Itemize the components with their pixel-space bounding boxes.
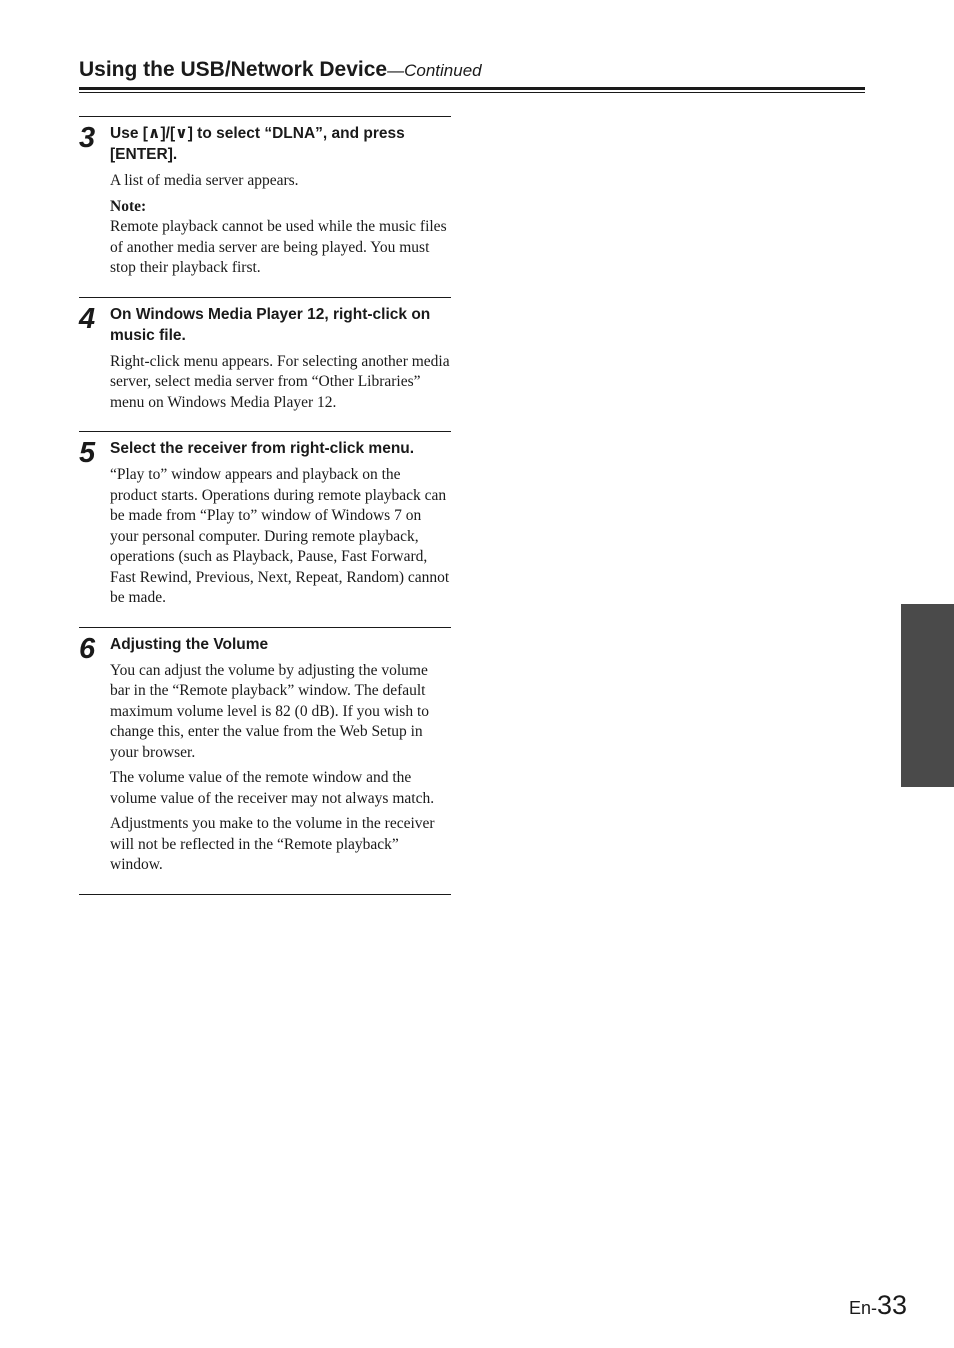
page-number-value: 33	[876, 1290, 907, 1320]
note-text: Remote playback cannot be used while the music files of another media server are being played. You must stop their playback first.	[110, 218, 447, 276]
step-list	[79, 116, 451, 895]
header-rule-thin	[79, 92, 865, 93]
step-number: 6	[79, 632, 96, 665]
step-title: On Windows Media Player 12, right-click on music file.	[110, 305, 431, 344]
step-4	[79, 297, 451, 432]
step-body: Right-click menu appears. For selecting another media server, select media server from “Other Libraries” menu on Windows Media Player 12.	[110, 352, 450, 411]
step-paragraph: Adjustments you make to the volume in the receiver will not be reflected in the “Remote playback” window.	[110, 815, 435, 873]
step-paragraph: The volume value of the remote window and the volume value of the receiver may not always match.	[110, 769, 435, 807]
page-header	[79, 56, 865, 84]
step-number: 5	[79, 437, 96, 469]
step-title: Select the receiver from right-click menu.	[110, 440, 415, 457]
section-title: Using the USB/Network Device	[79, 58, 388, 81]
header-rule-thick	[79, 87, 865, 90]
step-body: “Play to” window appears and playback on the product starts. Operations during remote playback can be made from “Play to” window of Windows 7 on your personal computer. During remote playback, operations (such as Playback, Pause, Fast Forward, Fast Rewind, Previous, Next, Repeat, Random) cannot be made.	[110, 466, 450, 606]
step-number: 3	[79, 122, 96, 154]
side-thumb-tab	[901, 604, 954, 787]
step-5	[79, 431, 451, 627]
note-label: Note:	[110, 197, 147, 215]
page-number	[849, 1290, 907, 1321]
step-body: A list of media server appears.	[110, 172, 299, 189]
page-prefix: En-	[848, 1298, 877, 1318]
step-number: 4	[79, 302, 96, 335]
step-title: Adjusting the Volume	[110, 635, 269, 653]
step-paragraph: You can adjust the volume by adjusting the volume bar in the “Remote playback” window. The default maximum volume level is 82 (0 dB). If you wish to change this, enter the value from the Web Setup in your browser.	[110, 661, 430, 761]
section-subtitle: —Continued	[387, 61, 482, 80]
step-6	[79, 627, 451, 895]
step-3	[79, 116, 451, 297]
step-title: Use [∧]/[∨] to select “DLNA”, and press [ENTER].	[110, 125, 405, 163]
